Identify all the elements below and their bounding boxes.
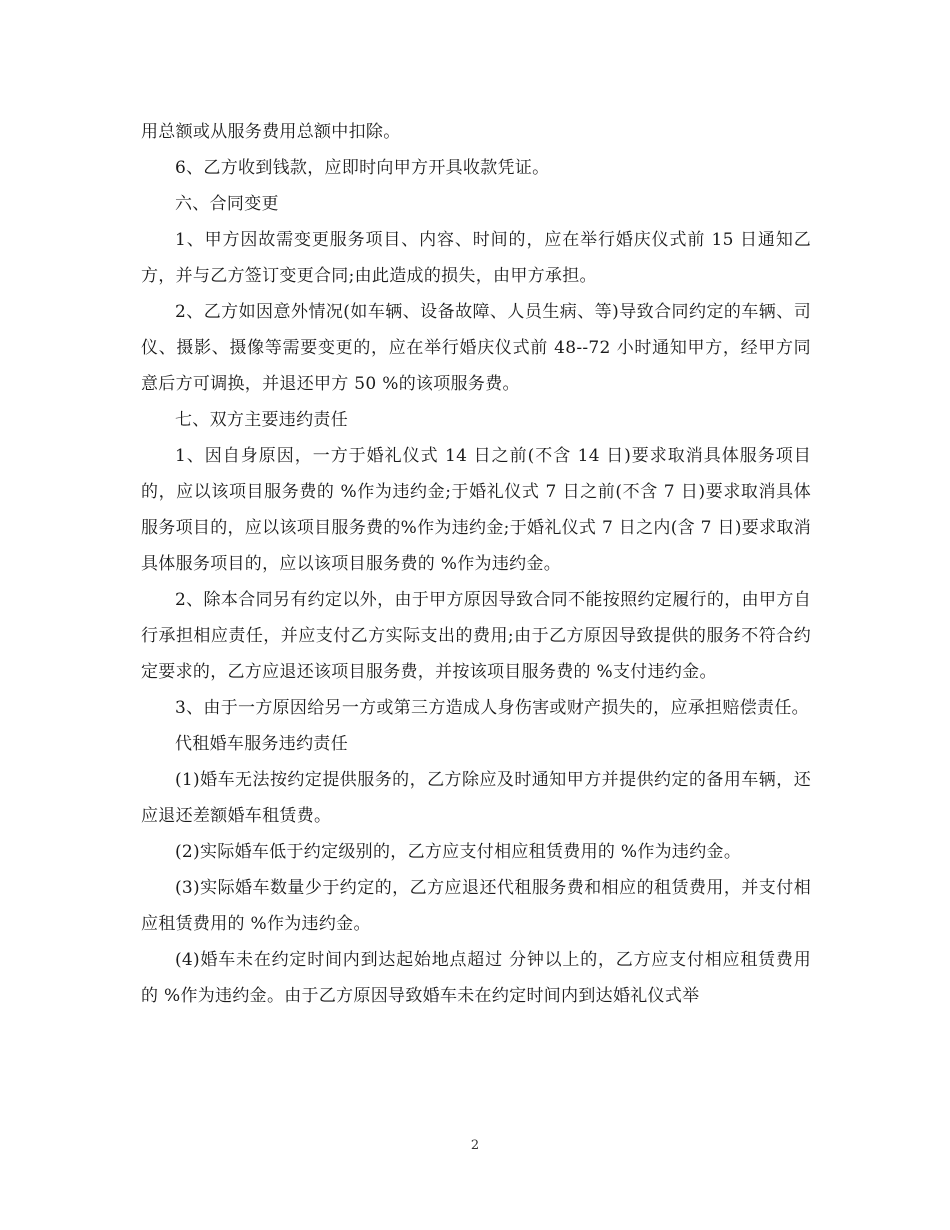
section-heading-breach-liability: 七、双方主要违约责任 [175, 410, 348, 430]
paragraph-item-6: 6、乙方收到钱款，应即时向甲方开具收款凭证。 [175, 158, 550, 178]
paragraph-change-2: 2、乙方如因意外情况(如车辆、设备故障、人员生病、等)导致合同约定的车辆、司仪、摄影、摄像等需要变更的，应在举行婚庆仪式前 48--72 小时通知甲方，经甲方同意后方可调换，并退还甲方 50 %的该项服务费。 [141, 302, 811, 394]
paragraph-car-4: (4)婚车未在约定时间内到达起始地点超过 分钟以上的，乙方应支付相应租赁费用的 %作为违约金。由于乙方原因导致婚车未在约定时间内到达婚礼仪式举 [141, 950, 811, 1006]
paragraph-breach-1: 1、因自身原因，一方于婚礼仪式 14 日之前(不含 14 日)要求取消具体服务项目的，应以该项目服务费的 %作为违约金;于婚礼仪式 7 日之前(不含 7 日)要求取消具体服务项目的，应以该项目服务费的%作为违约金;于婚礼仪式 7 日之内(含 7 日)要求取消具体服务项目的，应以该项目服务费的 %作为违约金。 [141, 446, 811, 574]
paragraph-car-1: (1)婚车无法按约定提供服务的，乙方除应及时通知甲方并提供约定的备用车辆，还应退还差额婚车租赁费。 [141, 770, 811, 826]
paragraph-change-1: 1、甲方因故需变更服务项目、内容、时间的，应在举行婚庆仪式前 15 日通知乙方，并与乙方签订变更合同;由此造成的损失，由甲方承担。 [141, 230, 811, 286]
paragraph-breach-3: 3、由于一方原因给另一方或第三方造成人身伤害或财产损失的，应承担赔偿责任。 [175, 698, 809, 718]
subheading-car-rental-liability: 代租婚车服务违约责任 [175, 734, 348, 754]
page-number: 2 [470, 1138, 480, 1153]
paragraph-car-3: (3)实际婚车数量少于约定的，乙方应退还代租服务费和相应的租赁费用，并支付相应租赁费用的 %作为违约金。 [141, 878, 811, 934]
section-heading-contract-change: 六、合同变更 [175, 194, 279, 214]
paragraph-breach-2: 2、除本合同另有约定以外，由于甲方原因导致合同不能按照约定履行的，由甲方自行承担相应责任，并应支付乙方实际支出的费用;由于乙方原因导致提供的服务不符合约定要求的，乙方应退还该项目服务费，并按该项目服务费的 %支付违约金。 [141, 590, 811, 682]
paragraph-car-2: (2)实际婚车低于约定级别的，乙方应支付相应租赁费用的 %作为违约金。 [175, 842, 742, 862]
paragraph-continuation: 用总额或从服务费用总额中扣除。 [141, 122, 401, 142]
document-body [141, 114, 811, 1014]
